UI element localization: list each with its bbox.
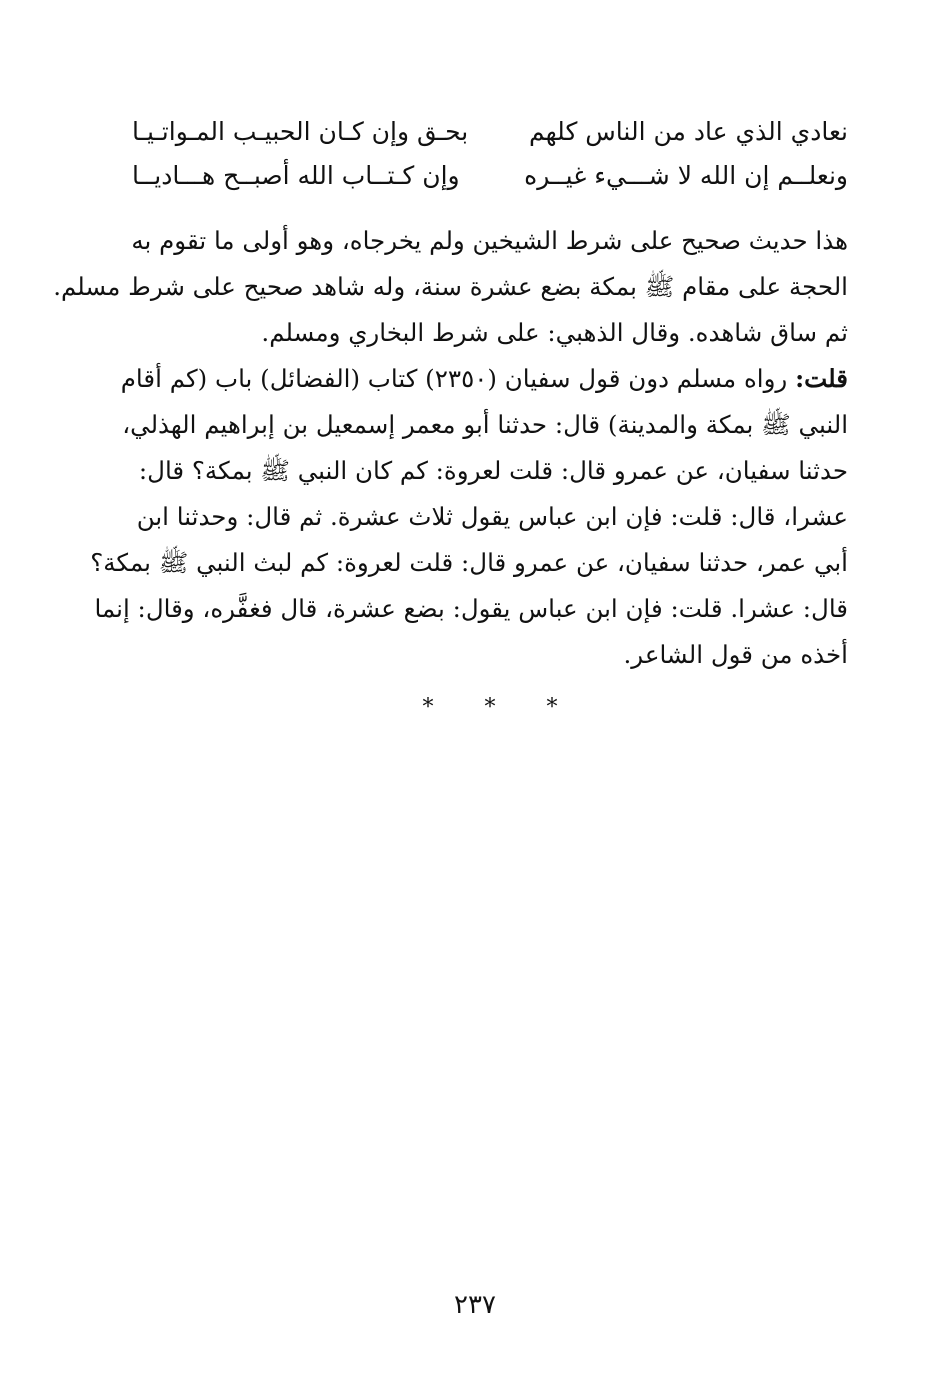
poem-verse [132,154,848,198]
poem-verse [132,110,848,154]
paragraph-line: عشرا، قال: قلت: فإن ابن عباس يقول ثلاث عشرة. ثم قال: وحدثنا ابن [136,502,848,531]
page-body [53,110,848,728]
paragraph-line: النبي ﷺ بمكة والمدينة) قال: حدثنا أبو معمر إسمعيل بن إبراهيم الهذلي، [122,410,848,439]
commentary-paragraph [90,356,848,678]
section-separator: * * * [422,695,580,720]
paragraph-line: أبي عمر، حدثنا سفيان، عن عمرو قال: قلت لعروة: كم لبث النبي ﷺ بمكة؟ [90,548,848,577]
commentary-lead-word: قلت: [795,364,848,393]
paragraph-line [120,356,848,402]
paragraph-line: حدثنا سفيان، عن عمرو قال: قلت لعروة: كم كان النبي ﷺ بمكة؟ قال: [138,456,848,485]
verse-first-hemistich: ونعلــم إن الله لا شـــيء غيــره [524,161,848,190]
poem [132,110,848,198]
page-number: ٢٣٧ [454,1290,496,1320]
hadith-grading-paragraph [53,218,848,356]
paragraph-line: أخذه من قول الشاعر. [623,640,848,669]
paragraph-line: هذا حديث صحيح على شرط الشيخين ولم يخرجاه، وهو أولى ما تقوم به [131,226,848,255]
paragraph-line: قال: عشرا. قلت: فإن ابن عباس يقول: بضع عشرة، قال فغفَّره، وقال: إنما [94,594,848,623]
paragraph-line: ثم ساق شاهده. وقال الذهبي: على شرط البخاري ومسلم. [261,318,848,347]
paragraph-line-rest: رواه مسلم دون قول سفيان (٢٣٥٠) كتاب (الفضائل) باب (كم أقام [120,364,796,393]
verse-first-hemistich: نعادي الذي عاد من الناس كلهم [529,117,848,146]
paragraph-line: الحجة على مقام ﷺ بمكة بضع عشرة سنة، وله شاهد صحيح على شرط مسلم. [53,272,848,301]
verse-second-hemistich: بحـق وإن كـان الحبيـب المـواتـيـا [132,117,469,146]
verse-second-hemistich: وإن كـتــاب الله أصبــح هـــاديــا [132,161,460,190]
